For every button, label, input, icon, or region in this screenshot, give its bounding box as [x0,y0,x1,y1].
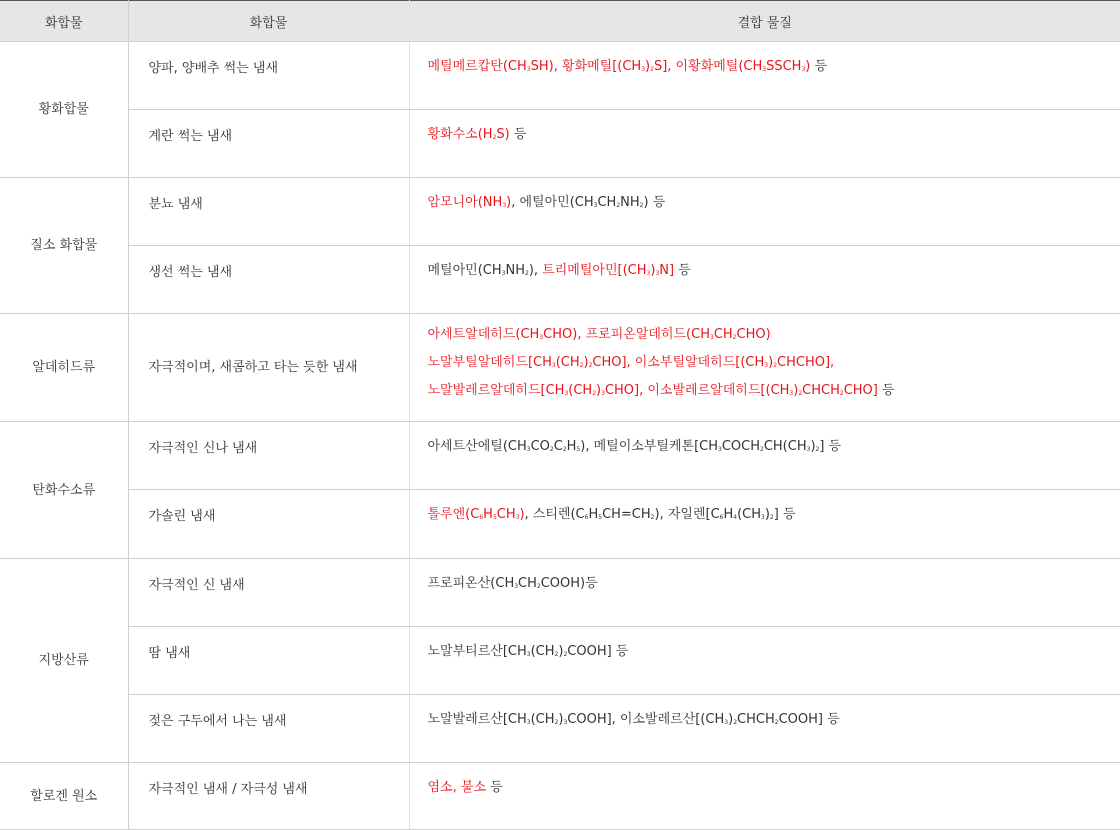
formula-subscript: 3 [761,514,765,521]
substance-text: 프로피온산(CH [428,576,515,591]
formula-subscript: 2 [770,514,774,521]
substance-line [428,713,1120,726]
highlighted-substance: 염소, 불소 [428,780,487,795]
substance-cell [409,422,1120,490]
substance-cell [409,490,1120,559]
substance-line [428,440,1120,453]
formula-subscript: 3 [647,270,651,277]
substance-text: , 스티렌(C [525,507,585,522]
substance-text: ] 등 [774,507,796,522]
formula-subscript: 3 [594,202,598,209]
formula-subscript: 2 [580,362,584,369]
substance-text: H [588,507,598,522]
substance-text: 등 [510,127,527,142]
substance-text: ), 메틸이소부틸케톤[CH [580,439,718,454]
substance-line [428,378,1120,406]
substance-text: ), 자일렌[C [655,507,720,522]
substance-text: C [554,439,563,454]
formula-subscript: 3 [502,270,506,277]
odor-cell: 자극적인 신 냄새 [128,559,409,627]
formula-subscript: 2 [563,446,567,453]
substance-text: CHCH [737,712,775,727]
formula-subscript: 2 [616,202,620,209]
substance-text: CH(CH [764,439,807,454]
highlighted-substance: 톨루엔(C [428,507,480,522]
formula-subscript: 3 [527,651,531,658]
formula-subscript: 3 [539,334,543,341]
substance-text: COCH [722,439,760,454]
highlighted-substance: N] [659,263,674,278]
formula-subscript: 3 [764,362,768,369]
highlighted-substance: CHO), 프로피온알데히드(CH [543,327,710,342]
formula-subscript: 3 [718,446,722,453]
formula-subscript: 2 [640,202,644,209]
formula-subscript: 3 [655,270,659,277]
highlighted-substance: CHO], 이소부틸알데히드[(CH [592,355,764,370]
formula-subscript: 2 [733,719,737,726]
substance-text: COOH], 이소발레르산[(CH [567,712,724,727]
substance-text: H [567,439,577,454]
substance-text: CH [518,576,537,591]
formula-subscript: 3 [789,390,793,397]
odor-cell: 계란 썩는 냄새 [128,110,409,178]
substance-text: 등 [810,59,827,74]
highlighted-substance: ) [793,383,798,398]
substance-line [428,128,1120,141]
odor-cell: 땀 냄새 [128,627,409,695]
substance-text: ) [558,712,563,727]
substance-text: ) [728,712,733,727]
formula-subscript: 2 [650,66,654,73]
substance-line [428,645,1120,658]
odor-cell: 양파, 양배추 썩는 냄새 [128,42,409,110]
formula-subscript: 3 [502,202,506,209]
substance-text: ) 등 [643,195,665,210]
odor-cell: 분뇨 냄새 [128,178,409,246]
highlighted-substance: CHO) [737,327,771,342]
highlighted-substance: CHCHO], [777,355,834,370]
substance-line [428,322,1120,350]
formula-subscript: 2 [840,390,844,397]
table-row [0,178,1120,246]
formula-subscript: 6 [479,514,483,521]
highlighted-substance: 트리메틸아민[(CH [542,263,646,278]
formula-subscript: 3 [564,390,568,397]
formula-subscript: 3 [516,514,520,521]
formula-subscript: 6 [720,514,724,521]
substance-text: ) [810,439,815,454]
odor-cell: 자극적인 신나 냄새 [128,422,409,490]
substance-text: 아세트산에틸(CH [428,439,527,454]
table-row [0,42,1120,110]
highlighted-substance: 노말발레르알데히드[CH [428,383,565,398]
substance-text: (CH [531,712,555,727]
highlighted-substance: SH), 황화메틸[(CH [531,59,642,74]
formula-subscript: 3 [710,334,714,341]
highlighted-substance: (CH [556,355,580,370]
header-row [0,1,1120,42]
formula-subscript: 3 [724,719,728,726]
substance-cell [409,42,1120,110]
highlighted-substance: 노말부틸알데히드[CH [428,355,552,370]
formula-subscript: 2 [773,362,777,369]
formula-subscript: 3 [527,66,531,73]
odor-cell: 생선 썩는 냄새 [128,246,409,314]
header-binding-substance: 결합 물질 [409,1,1120,42]
formula-subscript: 5 [493,514,497,521]
odor-cell: 자극적인 냄새 / 자극성 냄새 [128,763,409,830]
highlighted-substance: SSCH [766,59,801,74]
formula-subscript: 2 [493,134,497,141]
formula-subscript: 2 [816,446,820,453]
highlighted-substance: ) [596,383,601,398]
formula-subscript: 2 [555,719,559,726]
formula-subscript: 2 [760,446,764,453]
formula-subscript: 2 [550,446,554,453]
highlighted-substance: ) [506,195,511,210]
formula-subscript: 3 [801,66,805,73]
formula-subscript: 5 [576,446,580,453]
substance-text: (CH [531,644,555,659]
highlighted-substance: CHO], 이소발레르알데히드[(CH [605,383,789,398]
table-row [0,422,1120,490]
substance-line [428,264,1120,277]
formula-subscript: 2 [798,390,802,397]
table-row [0,246,1120,314]
substance-text: NH [506,263,526,278]
group-name: 황화합물 [0,42,128,178]
highlighted-substance: ) [650,263,655,278]
group-name: 할로겐 원소 [0,763,128,830]
table-row [0,559,1120,627]
formula-subscript: 2 [555,651,559,658]
formula-subscript: 3 [527,719,531,726]
substance-text: ) [558,644,563,659]
substance-cell [409,695,1120,763]
odor-cell: 젖은 구두에서 나는 냄새 [128,695,409,763]
highlighted-substance: CH [714,327,733,342]
formula-subscript: 2 [775,719,779,726]
substance-text: NH [620,195,640,210]
highlighted-substance: CHO] [844,383,878,398]
highlighted-substance: ) [645,59,650,74]
table-row [0,490,1120,559]
highlighted-substance: 아세트알데히드(CH [428,327,540,342]
table-row [0,110,1120,178]
substance-text: ] 등 [819,439,841,454]
highlighted-substance: ) [519,507,524,522]
substance-text: CH=CH [602,507,651,522]
formula-subscript: 3 [601,390,605,397]
substance-text: ), [529,263,542,278]
group-name: 질소 화합물 [0,178,128,314]
highlighted-substance: ) [805,59,810,74]
substance-text: ) [765,507,770,522]
substance-text: CO [531,439,550,454]
substance-text: 등 [674,263,691,278]
highlighted-substance: ) [768,355,773,370]
substance-cell [409,763,1120,830]
group-name: 탄화수소류 [0,422,128,559]
formula-subscript: 5 [598,514,602,521]
formula-subscript: 3 [527,446,531,453]
substance-text: H [724,507,734,522]
table-row [0,763,1120,830]
formula-subscript: 2 [651,514,655,521]
substance-line [428,196,1120,209]
group-name: 알데히드류 [0,314,128,422]
highlighted-substance: H [483,507,493,522]
table-row [0,627,1120,695]
substance-line [428,60,1120,73]
odor-cell: 자극적이며, 새콤하고 타는 듯한 냄새 [128,314,409,422]
formula-subscript: 3 [762,66,766,73]
substance-text: , 에틸아민(CH [511,195,593,210]
highlighted-substance: S) [496,127,509,142]
substance-line [428,508,1120,521]
substance-text: 등 [486,780,503,795]
substance-text: 등 [878,383,895,398]
formula-subscript: 4 [733,514,737,521]
substance-cell [409,627,1120,695]
formula-subscript: 2 [563,651,567,658]
substance-text: COOH] 등 [567,644,628,659]
highlighted-substance: 암모니아(NH [428,195,503,210]
formula-subscript: 2 [525,270,529,277]
highlighted-substance: 황화수소(H [428,127,493,142]
formula-subscript: 6 [585,514,589,521]
substance-text: 노말발레르산[CH [428,712,527,727]
substance-text: (CH [737,507,761,522]
substance-text: COOH)등 [541,576,598,591]
formula-subscript: 3 [563,719,567,726]
substance-cell [409,559,1120,627]
header-compound-group: 화합물 [0,1,128,42]
highlighted-substance: CH [497,507,516,522]
substance-line [428,577,1120,590]
substance-cell [409,246,1120,314]
highlighted-substance: 메틸메르캅탄(CH [428,59,527,74]
table-row [0,695,1120,763]
substance-line [428,781,1120,794]
formula-subscript: 2 [733,334,737,341]
formula-subscript: 2 [537,583,541,590]
highlighted-substance: CHCH [802,383,840,398]
formula-subscript: 3 [552,362,556,369]
highlighted-substance: ) [583,355,588,370]
highlighted-substance: S], 이황화메틸(CH [654,59,762,74]
formula-subscript: 2 [589,362,593,369]
substance-text: COOH] 등 [779,712,840,727]
formula-subscript: 3 [641,66,645,73]
substance-text: 노말부티르산[CH [428,644,527,659]
highlighted-substance: (CH [568,383,592,398]
substance-text: CH [597,195,616,210]
substance-text: 메틸아민(CH [428,263,502,278]
substance-cell [409,314,1120,422]
formula-subscript: 3 [807,446,811,453]
header-compound-odor: 화합물 [128,1,409,42]
formula-subscript: 2 [592,390,596,397]
formula-subscript: 3 [514,583,518,590]
substance-cell [409,110,1120,178]
group-name: 지방산류 [0,559,128,763]
table-row [0,314,1120,422]
odor-cell: 가솔린 냄새 [128,490,409,559]
substance-cell [409,178,1120,246]
substance-line [428,350,1120,378]
